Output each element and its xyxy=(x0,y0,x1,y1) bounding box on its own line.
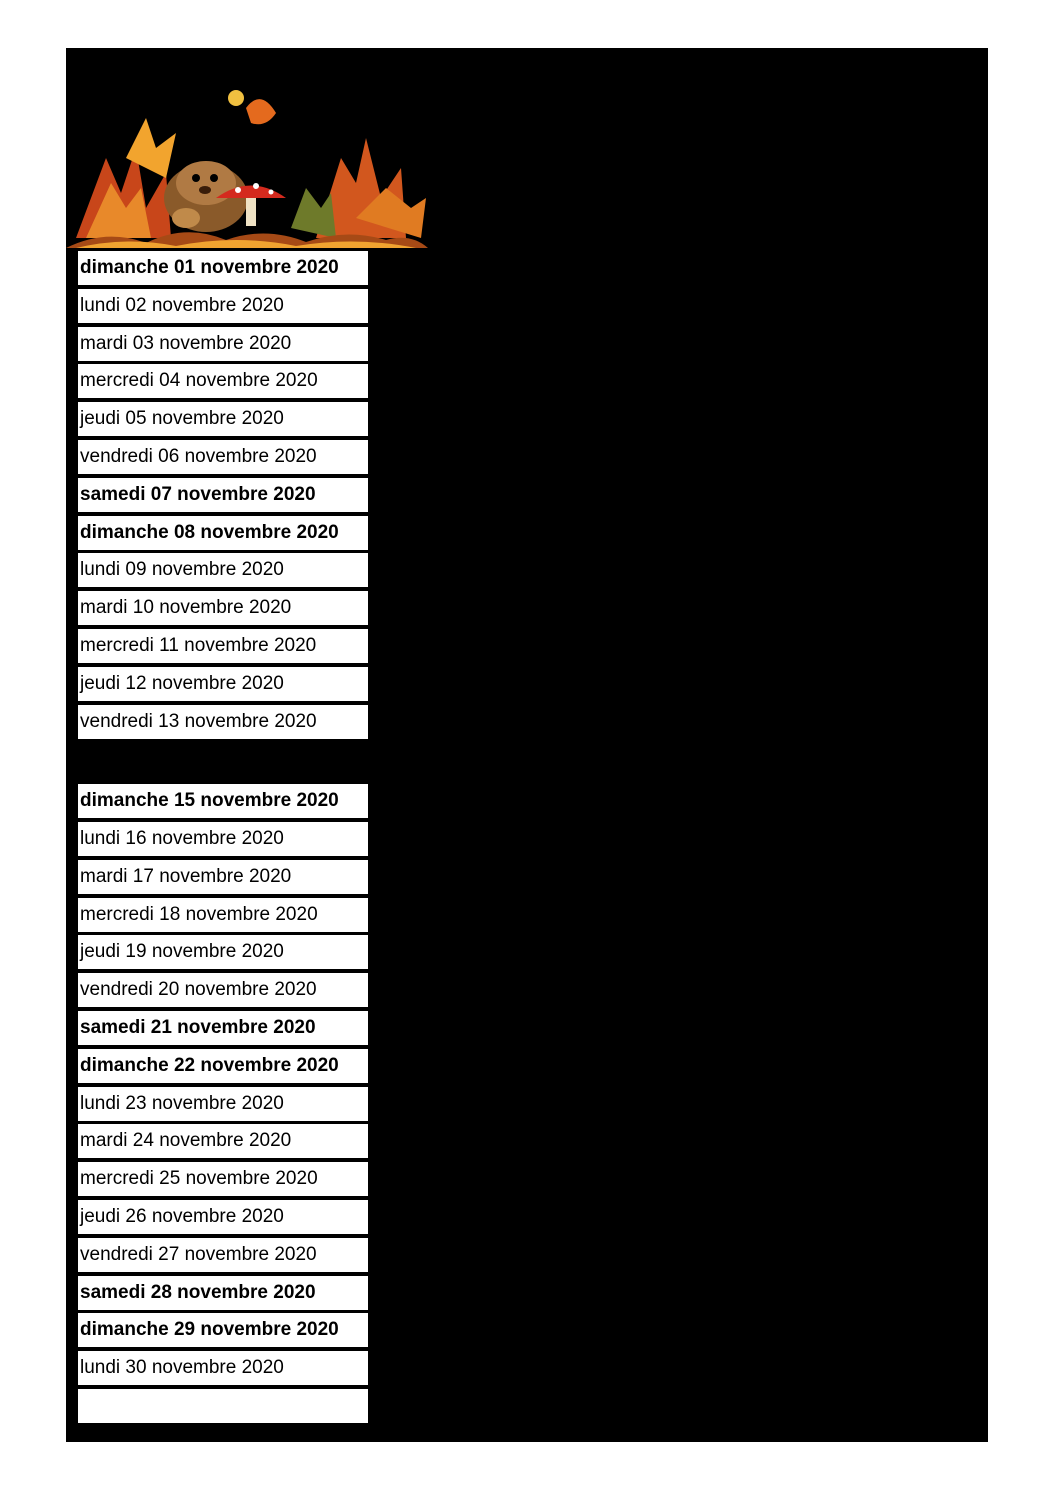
calendar-day-cell: mercredi 11 novembre 2020 xyxy=(78,629,368,663)
calendar-day-cell: mardi 24 novembre 2020 xyxy=(78,1124,368,1158)
autumn-hedgehog-mushroom-icon xyxy=(66,88,428,248)
calendar-day-cell: mercredi 04 novembre 2020 xyxy=(78,364,368,398)
calendar-day-cell: samedi 28 novembre 2020 xyxy=(78,1276,368,1310)
calendar-day-cell: jeudi 26 novembre 2020 xyxy=(78,1200,368,1234)
calendar-day-cell: dimanche 08 novembre 2020 xyxy=(78,516,368,550)
calendar-day-cell: mercredi 25 novembre 2020 xyxy=(78,1162,368,1196)
calendar-day-cell: dimanche 29 novembre 2020 xyxy=(78,1313,368,1347)
calendar-day-cell: mardi 10 novembre 2020 xyxy=(78,591,368,625)
calendar-day-cell: vendredi 20 novembre 2020 xyxy=(78,973,368,1007)
calendar-empty-cell xyxy=(78,1389,368,1423)
calendar-sheet xyxy=(66,48,988,1442)
calendar-day-cell: dimanche 15 novembre 2020 xyxy=(78,784,368,818)
calendar-day-cell: lundi 30 novembre 2020 xyxy=(78,1351,368,1385)
calendar-day-cell: jeudi 12 novembre 2020 xyxy=(78,667,368,701)
calendar-day-cell: lundi 02 novembre 2020 xyxy=(78,289,368,323)
calendar-day-cell: jeudi 19 novembre 2020 xyxy=(78,935,368,969)
calendar-day-cell: mardi 03 novembre 2020 xyxy=(78,327,368,361)
calendar-day-cell: dimanche 01 novembre 2020 xyxy=(78,251,368,285)
calendar-day-cell: samedi 21 novembre 2020 xyxy=(78,1011,368,1045)
calendar-day-cell: vendredi 13 novembre 2020 xyxy=(78,705,368,739)
calendar-day-cell: vendredi 27 novembre 2020 xyxy=(78,1238,368,1272)
calendar-day-cell: jeudi 05 novembre 2020 xyxy=(78,402,368,436)
calendar-day-cell: samedi 07 novembre 2020 xyxy=(78,478,368,512)
calendar-day-cell: dimanche 22 novembre 2020 xyxy=(78,1049,368,1083)
calendar-day-cell: mercredi 18 novembre 2020 xyxy=(78,898,368,932)
calendar-day-cell: lundi 09 novembre 2020 xyxy=(78,553,368,587)
calendar-day-cell: mardi 17 novembre 2020 xyxy=(78,860,368,894)
calendar-day-cell: lundi 23 novembre 2020 xyxy=(78,1087,368,1121)
calendar-day-cell: vendredi 06 novembre 2020 xyxy=(78,440,368,474)
calendar-day-cell: lundi 16 novembre 2020 xyxy=(78,822,368,856)
